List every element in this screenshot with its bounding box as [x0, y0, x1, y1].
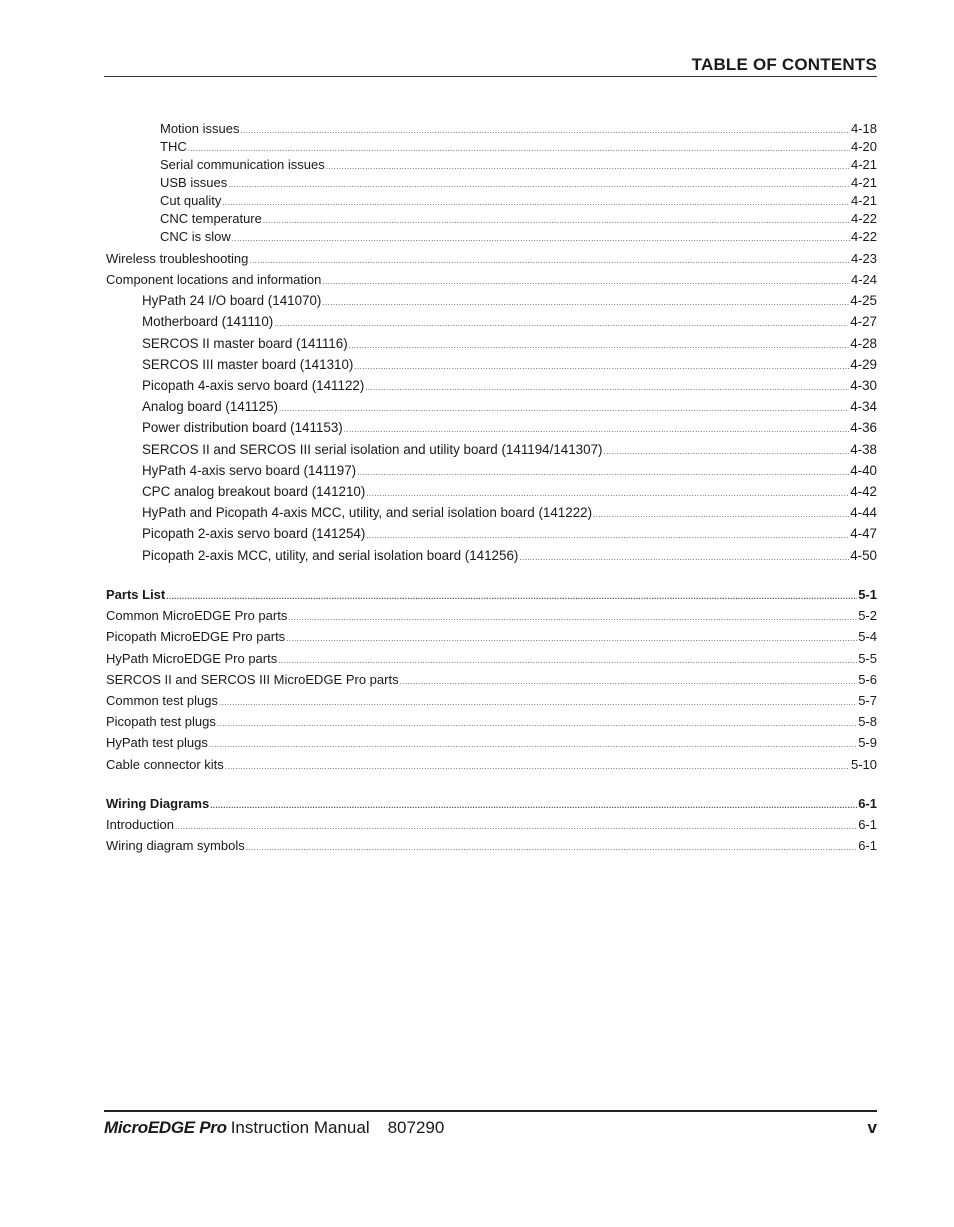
toc-label: Picopath 2-axis servo board (141254): [142, 526, 366, 541]
toc-page: 5-10: [850, 757, 877, 772]
toc-entry-common-test-plugs[interactable]: [106, 693, 877, 711]
toc-entry-hypath-test-plugs[interactable]: [106, 735, 877, 753]
toc-entry-cnc-is-slow[interactable]: [160, 229, 877, 247]
toc-entry-cable-connector-kits[interactable]: [106, 757, 877, 775]
toc-page: 4-22: [850, 229, 877, 244]
toc-label: Picopath 2-axis MCC, utility, and serial isolation board (141256): [142, 548, 519, 563]
toc-label: THC: [160, 139, 187, 154]
toc-page: 4-42: [850, 484, 877, 499]
toc-entry-component-locations[interactable]: [106, 272, 877, 290]
toc-entry-picopath-2-axis-mcc-board[interactable]: [142, 548, 877, 566]
toc-label: Picopath test plugs: [106, 714, 216, 729]
toc-page: 5-7: [858, 693, 877, 708]
toc-entry-hypath-parts[interactable]: [106, 651, 877, 669]
toc-entry-hypath-4-axis-servo-board[interactable]: [142, 463, 877, 481]
toc-page: 5-2: [858, 608, 877, 623]
header-rule: [104, 76, 877, 77]
toc-page: 4-22: [850, 211, 877, 226]
toc-page: 4-27: [850, 314, 877, 329]
manual-title: Instruction Manual: [230, 1118, 370, 1137]
toc-label: SERCOS II master board (141116): [142, 336, 348, 351]
toc-page: 6-1: [858, 838, 877, 853]
toc-label: CNC is slow: [160, 229, 231, 244]
toc-entry-sercos-ii-master-board[interactable]: [142, 336, 877, 354]
toc-entry-usb-issues[interactable]: [160, 175, 877, 193]
toc-entry-power-distribution-board[interactable]: [142, 420, 877, 438]
toc-page: 4-34: [850, 399, 877, 414]
toc-label: HyPath 24 I/O board (141070): [142, 293, 322, 308]
toc-page: 4-44: [850, 505, 877, 520]
toc-page: 5-4: [858, 629, 877, 644]
toc-label: Power distribution board (141153): [142, 420, 343, 435]
toc-label: USB issues: [160, 175, 228, 190]
toc-entry-picopath-2-axis-servo-board[interactable]: [142, 526, 877, 544]
toc-label: Cable connector kits: [106, 757, 224, 772]
toc-entry-cnc-temperature[interactable]: [160, 211, 877, 229]
toc-label: HyPath and Picopath 4-axis MCC, utility, and serial isolation board (141222): [142, 505, 593, 520]
toc-label: Picopath MicroEDGE Pro parts: [106, 629, 286, 644]
document-number: 807290: [387, 1118, 445, 1137]
toc-section-parts-list[interactable]: [106, 587, 877, 605]
toc-page: 4-18: [850, 121, 877, 136]
toc-entry-serial-communication-issues[interactable]: [160, 157, 877, 175]
toc-entry-sercos-iii-master-board[interactable]: [142, 357, 877, 375]
toc-label: HyPath test plugs: [106, 735, 208, 750]
toc-label: SERCOS II and SERCOS III MicroEDGE Pro parts: [106, 672, 399, 687]
toc-page: 4-24: [850, 272, 877, 287]
toc-page: 4-25: [850, 293, 877, 308]
page-number: v: [867, 1118, 877, 1137]
toc-page: 6-1: [858, 796, 877, 811]
toc-entry-thc[interactable]: [160, 139, 877, 157]
page-footer: [104, 1118, 877, 1142]
toc-entry-cpc-analog-breakout-board[interactable]: [142, 484, 877, 502]
toc-entry-picopath-4-axis-servo-board[interactable]: [142, 378, 877, 396]
toc-page: 4-21: [850, 157, 877, 172]
toc-page: 4-40: [850, 463, 877, 478]
toc-label: Cut quality: [160, 193, 222, 208]
toc-label: Parts List: [106, 587, 166, 602]
toc-page: 4-23: [850, 251, 877, 266]
toc-entry-motion-issues[interactable]: [160, 121, 877, 139]
toc-label: Wiring Diagrams: [106, 796, 210, 811]
toc-page: 5-5: [858, 651, 877, 666]
toc-entry-wireless-troubleshooting[interactable]: [106, 251, 877, 269]
toc-entry-sercos-parts[interactable]: [106, 672, 877, 690]
toc-label: Component locations and information: [106, 272, 322, 287]
toc-label: Wireless troubleshooting: [106, 251, 249, 266]
toc-page: 5-6: [858, 672, 877, 687]
toc-label: Analog board (141125): [142, 399, 278, 414]
toc-page: 4-20: [850, 139, 877, 154]
toc-page: 4-50: [850, 548, 877, 563]
toc-page: 5-9: [858, 735, 877, 750]
toc-label: SERCOS III master board (141310): [142, 357, 354, 372]
toc-label: Common MicroEDGE Pro parts: [106, 608, 288, 623]
toc-entry-sercos-serial-isolation-board[interactable]: [142, 442, 877, 460]
toc-entry-motherboard[interactable]: [142, 314, 877, 332]
toc-page: 5-8: [858, 714, 877, 729]
toc-page: 4-47: [850, 526, 877, 541]
toc-page: 4-38: [850, 442, 877, 457]
toc-entry-common-parts[interactable]: [106, 608, 877, 626]
toc-entry-picopath-test-plugs[interactable]: [106, 714, 877, 732]
toc-label: CNC temperature: [160, 211, 262, 226]
toc-label: Wiring diagram symbols: [106, 838, 245, 853]
toc-entry-cut-quality[interactable]: [160, 193, 877, 211]
toc-label: SERCOS II and SERCOS III serial isolation and utility board (141194/141307): [142, 442, 603, 457]
toc-section-wiring-diagrams[interactable]: [106, 796, 877, 814]
toc-label: HyPath 4-axis servo board (141197): [142, 463, 357, 478]
toc-page: 4-28: [850, 336, 877, 351]
toc-entry-wiring-diagram-symbols[interactable]: [106, 838, 877, 856]
toc-page: 6-1: [858, 817, 877, 832]
footer-rule: [104, 1110, 877, 1112]
toc-label: Serial communication issues: [160, 157, 325, 172]
toc-page: 4-36: [850, 420, 877, 435]
toc-page: 4-21: [850, 193, 877, 208]
toc-label: Picopath 4-axis servo board (141122): [142, 378, 365, 393]
toc-page: 4-29: [850, 357, 877, 372]
toc-page: 4-30: [850, 378, 877, 393]
toc-entry-hypath-picopath-mcc-board[interactable]: [142, 505, 877, 523]
toc-page: 4-21: [850, 175, 877, 190]
toc-entry-analog-board[interactable]: [142, 399, 877, 417]
toc-label: CPC analog breakout board (141210): [142, 484, 366, 499]
toc-label: HyPath MicroEDGE Pro parts: [106, 651, 278, 666]
page-title: TABLE OF CONTENTS: [691, 55, 877, 74]
toc-label: Motion issues: [160, 121, 240, 136]
toc-label: Common test plugs: [106, 693, 218, 708]
product-name: MicroEDGE Pro: [104, 1118, 227, 1137]
toc-entry-hypath-24-io-board[interactable]: [142, 293, 877, 311]
toc-label: Introduction: [106, 817, 174, 832]
toc-entry-introduction[interactable]: [106, 817, 877, 835]
toc-page: 5-1: [858, 587, 877, 602]
toc-entry-picopath-parts[interactable]: [106, 629, 877, 647]
toc-label: Motherboard (141110): [142, 314, 274, 329]
